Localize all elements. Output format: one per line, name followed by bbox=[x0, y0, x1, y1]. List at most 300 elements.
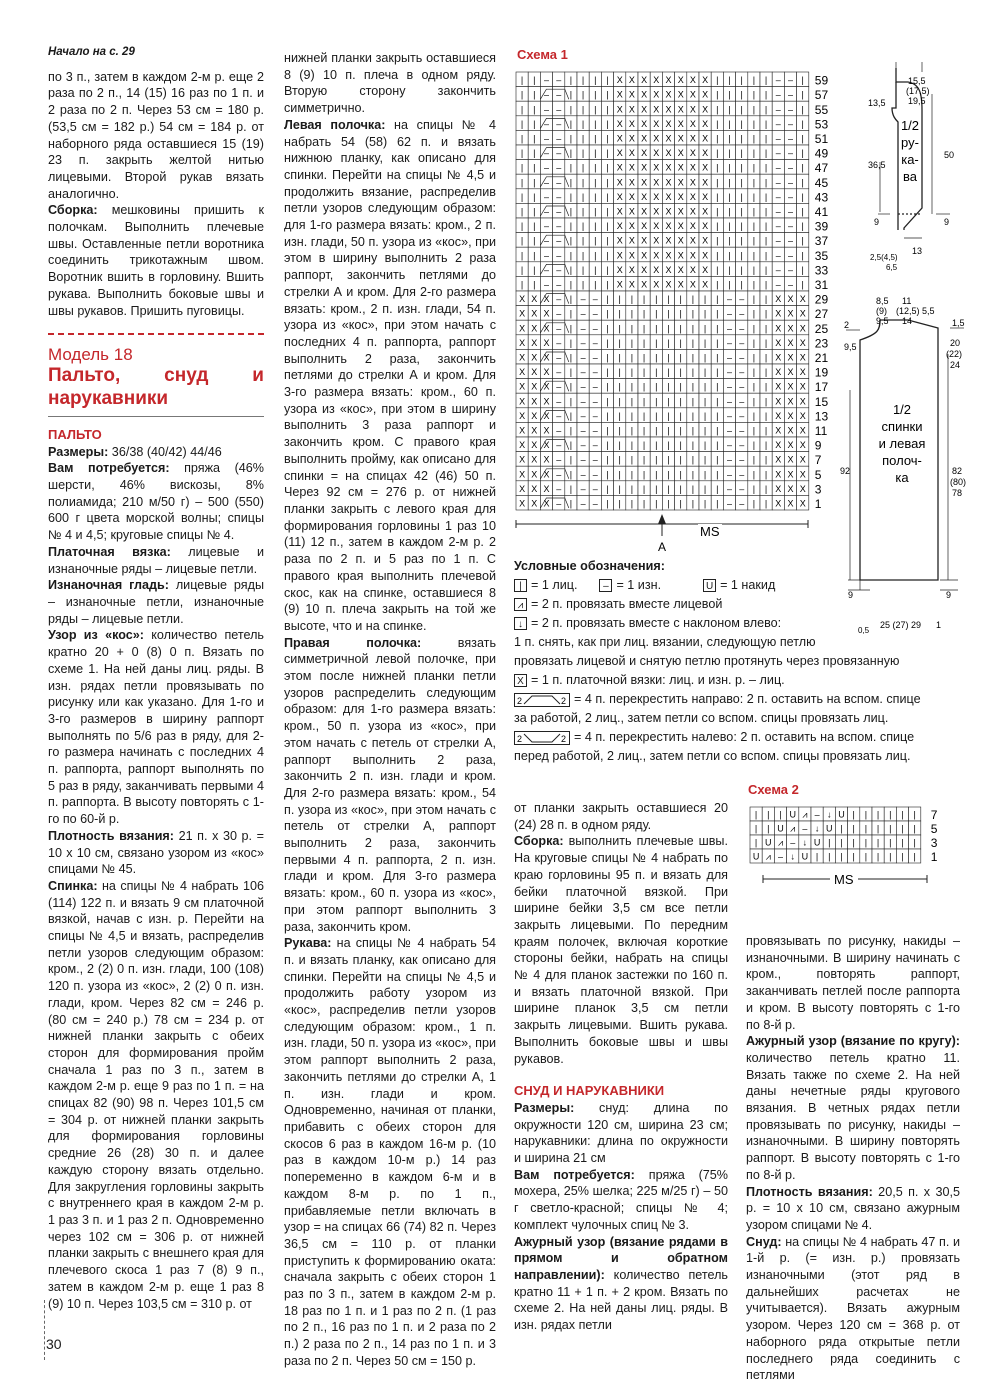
chart-symbol: | bbox=[606, 104, 609, 115]
chart-symbol: – bbox=[775, 264, 781, 275]
row-number: 23 bbox=[814, 336, 829, 351]
chart-symbol: U bbox=[777, 823, 784, 834]
chart-symbol: X bbox=[628, 206, 635, 217]
chart-symbol: | bbox=[716, 440, 719, 451]
chart-symbol: | bbox=[642, 308, 646, 319]
chart-symbol: | bbox=[606, 469, 609, 480]
chart-symbol: X bbox=[665, 235, 672, 246]
chart-symbol: | bbox=[581, 221, 585, 232]
chart-symbol: X bbox=[531, 308, 538, 319]
chart-symbol: | bbox=[764, 191, 768, 202]
chart-symbol: | bbox=[630, 425, 634, 436]
chart-symbol: X bbox=[775, 396, 782, 407]
chart-symbol: X bbox=[775, 352, 782, 363]
chart-symbol: | bbox=[801, 191, 804, 202]
row-number: 43 bbox=[814, 190, 829, 205]
chart-symbol: X bbox=[799, 410, 806, 421]
chart-symbol: | bbox=[606, 337, 609, 348]
chart-symbol: | bbox=[764, 454, 768, 465]
schema-1-grid bbox=[516, 72, 809, 510]
paragraph: Узор из «кос»: количество петель кратно 20 + 0 (8) 0 п. Вязать по схеме 1. На ней даны лиц. ряды. В изн. рядах петли провязывать по рисунку или как указано. Для 1-го и 3-го размеров в ширину раппорт выполнять по 5/6 раз в ряду, для 2-го размера начинать с последних 4 п. раппорта, раппорт выполнять по 5 раз в ряду, заканчивать первыми 4 п. раппорта. В высоту повторять с 1-го по 60-й р. bbox=[48, 628, 264, 827]
paragraph: Плотность вязания: 21 п. х 30 р. = 10 х 10 см, связано узором из «кос» спицами № 45. bbox=[48, 828, 264, 877]
chart-symbol: | bbox=[630, 337, 634, 348]
chart-symbol: | bbox=[752, 410, 756, 421]
chart-symbol: | bbox=[642, 425, 646, 436]
chart-symbol: X bbox=[799, 352, 806, 363]
chart-symbol: | bbox=[569, 454, 573, 465]
chart-symbol: | bbox=[801, 133, 804, 144]
chart-symbol: | bbox=[703, 308, 707, 319]
chart-symbol: X bbox=[641, 118, 648, 129]
chart-symbol: | bbox=[581, 191, 585, 202]
chart-symbol: X bbox=[689, 133, 696, 144]
chart-symbol: X bbox=[702, 264, 709, 275]
chart-symbol: | bbox=[754, 837, 758, 848]
chart-symbol: X bbox=[702, 177, 709, 188]
legend-text: за работой, 2 лиц., затем петли со вспом. спицы провязать лиц. bbox=[514, 711, 889, 725]
chart-symbol: X bbox=[519, 469, 526, 480]
chart-symbol: | bbox=[764, 440, 768, 451]
chart-symbol: X bbox=[665, 177, 672, 188]
chart-symbol: X bbox=[702, 250, 709, 261]
chart-symbol: X bbox=[519, 337, 526, 348]
chart-symbol: X bbox=[775, 483, 782, 494]
row-number: 7 bbox=[930, 808, 938, 822]
chart-symbol: X bbox=[531, 337, 538, 348]
chart-symbol: | bbox=[594, 177, 597, 188]
chart-symbol: | bbox=[752, 308, 756, 319]
chart-symbol: X bbox=[689, 264, 696, 275]
chart-symbol: | bbox=[520, 177, 524, 188]
chart-symbol: – bbox=[726, 483, 733, 494]
chart-symbol: – bbox=[739, 323, 745, 334]
chart-symbol: | bbox=[642, 454, 646, 465]
chart-symbol: | bbox=[740, 279, 743, 290]
chart-symbol: | bbox=[740, 133, 743, 144]
chart-symbol: | bbox=[752, 483, 756, 494]
chart-symbol: X bbox=[519, 381, 526, 392]
row-number: 49 bbox=[814, 146, 829, 161]
chart-symbol: X bbox=[665, 206, 672, 217]
chart-symbol: | bbox=[594, 191, 597, 202]
chart-symbol: – bbox=[726, 469, 733, 480]
chart-symbol: – bbox=[556, 177, 562, 188]
chart-symbol: | bbox=[594, 221, 597, 232]
chart-symbol: | bbox=[520, 104, 524, 115]
chart-symbol: | bbox=[740, 104, 743, 115]
chart-symbol: X bbox=[665, 75, 672, 86]
chart-symbol: | bbox=[594, 104, 597, 115]
chart-symbol: | bbox=[716, 104, 719, 115]
chart-symbol: | bbox=[667, 367, 670, 378]
chart-symbol: X bbox=[641, 75, 648, 86]
chart-symbol: – bbox=[556, 410, 562, 421]
chart-symbol: | bbox=[618, 469, 621, 480]
chart-symbol: | bbox=[752, 367, 756, 378]
chart-symbol: X bbox=[799, 396, 806, 407]
chart-symbol: X bbox=[677, 264, 684, 275]
chart-symbol: U bbox=[813, 837, 821, 848]
chart-symbol: – bbox=[556, 250, 562, 261]
chart-symbol: X bbox=[677, 89, 684, 100]
chart-symbol: | bbox=[728, 206, 731, 217]
chart-symbol: – bbox=[775, 104, 781, 115]
chart-symbol: X bbox=[775, 410, 782, 421]
chart-symbol: – bbox=[556, 118, 562, 129]
chart-symbol: | bbox=[569, 498, 573, 509]
chart-symbol: X bbox=[653, 250, 660, 261]
paragraph: Сборка: мешковины пришить к полочкам. Выполнить плечевые швы. Оставленные петли воротника соединить трикотажным швом. Воротник вшить в горловину. Вшить рукава. Выполнить боковые швы и швы рукавов. Пришить пуговицы. bbox=[48, 203, 264, 318]
chart-symbol: | bbox=[752, 133, 756, 144]
chart-symbol: | bbox=[767, 809, 770, 820]
chart-symbol: | bbox=[864, 851, 868, 862]
chart-symbol: X bbox=[653, 133, 660, 144]
svg-text:2: 2 bbox=[517, 733, 523, 744]
chart-symbol: – bbox=[580, 308, 586, 319]
chart-symbol: X bbox=[653, 221, 660, 232]
chart-symbol: X bbox=[653, 118, 660, 129]
chart-symbol: | bbox=[752, 89, 756, 100]
chart-symbol: | bbox=[740, 75, 743, 86]
chart-symbol: | bbox=[752, 221, 756, 232]
chart-symbol: | bbox=[801, 279, 804, 290]
chart-symbol: | bbox=[740, 191, 743, 202]
chart-symbol: | bbox=[752, 454, 756, 465]
row-number: 27 bbox=[814, 307, 829, 322]
chart-symbol: | bbox=[740, 118, 743, 129]
chart-symbol: X bbox=[689, 221, 696, 232]
chart-symbol: | bbox=[606, 148, 609, 159]
chart-symbol: | bbox=[655, 469, 658, 480]
chart-symbol: | bbox=[520, 133, 524, 144]
chart-symbol: | bbox=[533, 104, 536, 115]
chart-symbol: X bbox=[702, 191, 709, 202]
chart-symbol: | bbox=[679, 454, 682, 465]
chart-symbol: | bbox=[728, 221, 731, 232]
chart-symbol: – bbox=[739, 454, 745, 465]
dim-label: 15,5 bbox=[908, 76, 926, 86]
chart-symbol: X bbox=[702, 104, 709, 115]
chart-symbol: – bbox=[543, 104, 550, 115]
chart-symbol: X bbox=[653, 191, 660, 202]
chart-symbol: | bbox=[533, 235, 536, 246]
chart-symbol: – bbox=[580, 469, 586, 480]
chart-symbol: | bbox=[716, 381, 719, 392]
chart-symbol: | bbox=[594, 279, 597, 290]
chart-symbol: | bbox=[852, 837, 855, 848]
chart-symbol: X bbox=[689, 235, 696, 246]
paragraph: Размеры: 36/38 (40/42) 44/46 bbox=[48, 444, 222, 459]
chart-symbol: X bbox=[543, 381, 550, 392]
chart-symbol: | bbox=[691, 381, 695, 392]
chart-symbol: | bbox=[679, 381, 682, 392]
chart-symbol: X bbox=[519, 323, 526, 334]
chart-symbol: | bbox=[852, 809, 855, 820]
chart-symbol: – bbox=[543, 148, 550, 159]
schema-1-row-numbers bbox=[815, 74, 829, 511]
chart-symbol: X bbox=[702, 148, 709, 159]
chart-symbol: – bbox=[556, 469, 562, 480]
chart-symbol: | bbox=[840, 851, 843, 862]
chart-symbol: – bbox=[739, 498, 745, 509]
chart-symbol: | bbox=[840, 837, 843, 848]
chart-symbol: – bbox=[739, 425, 745, 436]
chart-symbol: | bbox=[889, 837, 892, 848]
chart-symbol: | bbox=[618, 352, 621, 363]
chart-symbol: X bbox=[653, 89, 660, 100]
chart-symbol: | bbox=[606, 89, 609, 100]
chart-symbol: | bbox=[630, 308, 634, 319]
chart-symbol: | bbox=[840, 823, 843, 834]
paragraph: нижней планки закрыть оставшиеся 8 (9) 10 п. плеча в одном ряду. Вторую сторону закончить симметрично. bbox=[284, 51, 496, 116]
chart-symbol: | bbox=[801, 89, 804, 100]
chart-symbol: | bbox=[801, 162, 804, 173]
chart-symbol: X bbox=[641, 104, 648, 115]
chart-symbol: | bbox=[655, 337, 658, 348]
row-number: 3 bbox=[930, 836, 938, 850]
chart-symbol: – bbox=[775, 162, 781, 173]
chart-symbol: – bbox=[739, 469, 745, 480]
chart-symbol: – bbox=[592, 440, 598, 451]
chart-symbol: X bbox=[677, 206, 684, 217]
chart-symbol: – bbox=[556, 483, 562, 494]
chart-symbol: | bbox=[764, 104, 768, 115]
chart-symbol: | bbox=[691, 396, 695, 407]
continued-note: Начало на с. 29 bbox=[48, 46, 135, 58]
chart-symbol: – bbox=[775, 75, 781, 86]
chart-symbol: – bbox=[802, 823, 808, 834]
schema-2-title: Схема 2 bbox=[748, 782, 799, 797]
chart-symbol: X bbox=[787, 440, 794, 451]
chart-symbol: | bbox=[642, 337, 646, 348]
row-number: 47 bbox=[814, 161, 829, 176]
chart-symbol: X bbox=[787, 352, 794, 363]
chart-symbol: | bbox=[655, 410, 658, 421]
paragraph: Плотность вязания: 20,5 п. х 30,5 р. = 10 х 10 см, связано ажурным узором спицами № 4. bbox=[746, 1184, 960, 1232]
chart-symbol: X bbox=[665, 191, 672, 202]
chart-symbol: | bbox=[667, 294, 670, 305]
chart-symbol: | bbox=[533, 89, 536, 100]
chart-symbol: X bbox=[787, 425, 794, 436]
chart-symbol: X bbox=[677, 177, 684, 188]
chart-symbol: X bbox=[702, 133, 709, 144]
chart-symbol: | bbox=[642, 410, 646, 421]
chart-symbol: X bbox=[531, 367, 538, 378]
chart-symbol: | bbox=[889, 809, 892, 820]
chart-symbol: | bbox=[630, 469, 634, 480]
chart-symbol: – bbox=[739, 352, 745, 363]
chart-symbol: | bbox=[703, 381, 707, 392]
chart-symbol: | bbox=[852, 823, 855, 834]
chart-symbol: | bbox=[569, 75, 573, 86]
chart-symbol: X bbox=[653, 177, 660, 188]
chart-symbol: – bbox=[739, 294, 745, 305]
chart-symbol: | bbox=[764, 469, 768, 480]
chart-symbol: | bbox=[606, 279, 609, 290]
page-edge-line bbox=[44, 1300, 45, 1360]
chart-symbol: X bbox=[702, 206, 709, 217]
legend-title: Условные обозначения: bbox=[514, 559, 665, 573]
chart-symbol: | bbox=[618, 367, 621, 378]
chart-symbol: X bbox=[702, 221, 709, 232]
chart-symbol: | bbox=[569, 250, 573, 261]
chart-symbol: | bbox=[667, 498, 670, 509]
chart-symbol: | bbox=[655, 396, 658, 407]
paragraph: Ажурный узор (вязание рядами в прямом и обратном направлении): количество петель кратно 11 + 1 п. + 2 кром. Вязать по схеме 2. На ней даны лиц. ряды. В изн. рядах петли bbox=[514, 1234, 728, 1333]
chart-symbol: | bbox=[716, 469, 719, 480]
chart-symbol: – bbox=[592, 483, 598, 494]
chart-symbol: X bbox=[628, 235, 635, 246]
chart-symbol: | bbox=[752, 75, 756, 86]
chart-symbol: | bbox=[569, 440, 573, 451]
chart-symbol: X bbox=[787, 454, 794, 465]
chart-symbol: | bbox=[679, 337, 682, 348]
chart-symbol: | bbox=[520, 279, 524, 290]
chart-symbol: | bbox=[764, 75, 768, 86]
row-number: 41 bbox=[814, 205, 829, 219]
chart-symbol: | bbox=[716, 221, 719, 232]
chart-symbol: | bbox=[642, 469, 646, 480]
chart-symbol: | bbox=[864, 823, 868, 834]
chart-symbol: X bbox=[689, 104, 696, 115]
chart-symbol: ⩘ bbox=[790, 823, 796, 834]
chart-symbol: – bbox=[775, 177, 781, 188]
chart-symbol: | bbox=[630, 440, 634, 451]
chart-symbol: | bbox=[716, 264, 719, 275]
chart-symbol: | bbox=[581, 235, 585, 246]
chart-symbol: | bbox=[691, 308, 695, 319]
chart-symbol: – bbox=[775, 235, 781, 246]
chart-symbol: X bbox=[616, 221, 623, 232]
paragraph: Левая полочка: на спицы № 4 набрать 54 (58) 62 п. и вязать нижнюю планку, как описано для спинки. Перейти на спицы № 4,5 и продолжить вязание, распределив петли узоров следующим образом: для 1-го размера вязать: кром., 2 п. изн. глади, 50 п. узора из «кос», при этом в ширину выполнить 2 раза раппорт, закончить петлями до стрелки А и кром. Для 2-го размера вязать: кром., 2 п. изн. глади, 54 п. узора из «кос», при этом начать с последних 4 п. раппорта, раппорт выполнить 2 раза, закончить петлями до стрелки А и кром. Для 3-го размера вязать: кром., 60 п. узора из «кос», при этом в ширину выполнить 3 раза раппорт и закончить кром. С правого края выполнить пройму, как описано для спинки = на спицах 42 (46) 50 п. Через 92 см = 276 р. от нижней планки закрыть с левого края для формирования горловины 1 раз 10 (11) 12 п., затем в каждом 2-м р. 2 раза по 2 п. и 5 раз по 1 п. С правого края выполнить плечевой скос, как на спинке, оставшиеся 8 (9) 10 п. плеча закрыть на той же высоте, что и на спинке. bbox=[284, 117, 496, 633]
chart-symbol: X bbox=[799, 469, 806, 480]
legend-row: ⩘ = 2 п. провязать вместе лицевой bbox=[514, 595, 984, 614]
chart-symbol: | bbox=[569, 89, 573, 100]
chart-symbol: | bbox=[801, 75, 804, 86]
chart-symbol: | bbox=[679, 396, 682, 407]
chart-symbol: U bbox=[765, 837, 772, 848]
chart-symbol: | bbox=[667, 440, 670, 451]
chart-symbol: | bbox=[679, 352, 682, 363]
chart-symbol: X bbox=[616, 235, 623, 246]
chart-symbol: X bbox=[677, 191, 684, 202]
chart-symbol: | bbox=[520, 118, 524, 129]
chart-symbol: | bbox=[716, 148, 719, 159]
chart-symbol: | bbox=[728, 75, 731, 86]
chart-symbol: | bbox=[581, 75, 585, 86]
chart-symbol: – bbox=[592, 323, 598, 334]
chart-symbol: | bbox=[801, 264, 804, 275]
dim-label: 82 bbox=[952, 466, 963, 476]
cable-right-symbol bbox=[514, 693, 570, 707]
chart-symbol: X bbox=[665, 118, 672, 129]
chart-symbol: U bbox=[801, 851, 809, 862]
chart-symbol: – bbox=[775, 133, 781, 144]
chart-symbol: X bbox=[799, 425, 806, 436]
chart-symbol: – bbox=[580, 367, 586, 378]
dim-label: 8,5 bbox=[876, 296, 889, 306]
chart-symbol: | bbox=[728, 191, 731, 202]
legend-text: провязать лицевой и снятую петлю протянуть через провязанную bbox=[514, 654, 900, 668]
chart-symbol: | bbox=[667, 352, 670, 363]
row-number: 39 bbox=[814, 219, 829, 234]
chart-symbol: X bbox=[519, 483, 526, 494]
chart-symbol: U bbox=[789, 809, 796, 820]
chart-symbol: – bbox=[787, 75, 794, 86]
chart-symbol: | bbox=[716, 425, 719, 436]
chart-symbol: | bbox=[569, 294, 573, 305]
chart-symbol: X bbox=[543, 337, 550, 348]
chart-symbol: – bbox=[787, 250, 794, 261]
chart-symbol: X bbox=[531, 381, 538, 392]
chart-symbol: | bbox=[728, 89, 731, 100]
chart-symbol: | bbox=[716, 323, 719, 334]
chart-symbol: – bbox=[580, 498, 586, 509]
row-number: 5 bbox=[930, 822, 938, 836]
chart-symbol: | bbox=[655, 454, 658, 465]
chart-symbol: | bbox=[606, 250, 609, 261]
chart-symbol: – bbox=[787, 177, 794, 188]
chart-symbol: X bbox=[628, 264, 635, 275]
chart-symbol: | bbox=[581, 177, 585, 188]
row-number: 57 bbox=[814, 88, 829, 103]
row-number: 35 bbox=[814, 248, 829, 263]
ssk-symbol: ↓ bbox=[514, 617, 527, 630]
chart-symbol: – bbox=[556, 148, 562, 159]
chart-symbol: | bbox=[754, 823, 758, 834]
row-number: 7 bbox=[814, 453, 822, 468]
chart-symbol: X bbox=[799, 308, 806, 319]
chart-symbol: X bbox=[799, 381, 806, 392]
paragraph: Изнаночная гладь: лицевые ряды – изнаночные петли, изнаночные ряды – лицевые петли. bbox=[48, 578, 264, 626]
chart-symbol: | bbox=[728, 264, 731, 275]
chart-symbol: | bbox=[679, 410, 682, 421]
chart-symbol: | bbox=[828, 837, 831, 848]
chart-symbol: | bbox=[655, 440, 658, 451]
chart-symbol: | bbox=[630, 323, 634, 334]
body-label: 1/2 спинки и левая полоч-ка bbox=[878, 402, 926, 485]
chart-symbol: – bbox=[726, 308, 733, 319]
chart-symbol: X bbox=[628, 221, 635, 232]
chart-symbol: X bbox=[531, 498, 538, 509]
chart-symbol: | bbox=[606, 206, 609, 217]
chart-symbol: X bbox=[531, 454, 538, 465]
chart-symbol: X bbox=[677, 118, 684, 129]
dim-label: 9 bbox=[944, 217, 950, 227]
chart-symbol: | bbox=[691, 498, 695, 509]
paragraph: Сборка: выполнить плечевые швы. На круговые спицы № 4 набрать по краю горловины 95 п. и вязать для бейки платочной вязкой. При ширине бейки 3,5 см все петли закрыть лицевыми. По передним краям полочек, включая короткие стороны бейки, набрать на спицы № 4 для планок застежки по 160 п. и вязать платочной вязкой. При ширине планок 3,5 см петли закрыть лицевыми. Вшить рукава. Выполнить боковые швы и швы рукавов. bbox=[514, 834, 728, 1066]
chart-symbol: X bbox=[641, 148, 648, 159]
chart-symbol: | bbox=[630, 294, 634, 305]
dim-label: 14 bbox=[902, 316, 913, 326]
chart-symbol: | bbox=[691, 454, 695, 465]
legend-row: X = 1 п. платочной вязки: лиц. и изн. р. – лиц. bbox=[514, 671, 984, 690]
chart-symbol: – bbox=[556, 206, 562, 217]
paragraph: Вам потребуется: пряжа (75% мохера, 25% шелка; 225 м/25 г) – 50 г светло-красной; спицы № 4; комплект чулочных спиц № 3. bbox=[514, 1167, 729, 1232]
chart-symbol: | bbox=[764, 323, 768, 334]
chart-symbol: – bbox=[592, 308, 598, 319]
chart-symbol: – bbox=[543, 75, 550, 86]
chart-symbol: X bbox=[689, 75, 696, 86]
chart-symbol: | bbox=[606, 425, 609, 436]
chart-symbol: | bbox=[520, 75, 524, 86]
chart-symbol: | bbox=[691, 323, 695, 334]
chart-symbol: X bbox=[628, 250, 635, 261]
chart-symbol: | bbox=[618, 483, 621, 494]
chart-symbol: X bbox=[531, 352, 538, 363]
chart-symbol: | bbox=[533, 148, 536, 159]
chart-symbol: – bbox=[556, 75, 562, 86]
